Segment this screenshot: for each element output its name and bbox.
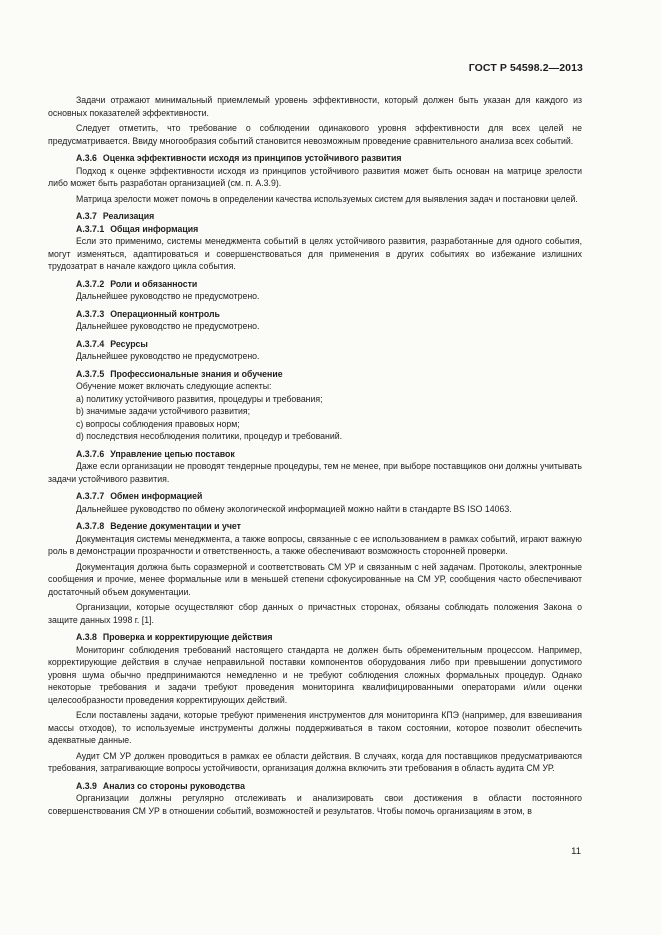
paragraph: Дальнейшее руководство не предусмотрено. xyxy=(76,321,260,331)
section-number: А.3.7 xyxy=(76,211,97,221)
section-heading xyxy=(48,278,582,291)
section-number: А.3.9 xyxy=(76,780,97,791)
section-number: А.3.8 xyxy=(76,632,97,642)
paragraph: Задачи отражают минимальный приемлемый уровень эффективности, который должен быть указан для каждого из основных показателей эффективности. xyxy=(48,95,582,118)
paragraph: Дальнейшее руководство не предусмотрено. xyxy=(76,351,260,361)
section-title: Проверка и корректирующие действия xyxy=(102,632,273,642)
section-title: Профессиональные знания и обучение xyxy=(110,368,283,379)
list-item: d) последствия несоблюдения политики, процедур и требований. xyxy=(76,431,343,441)
section-heading xyxy=(48,308,582,321)
document-body xyxy=(48,94,582,817)
section-number: А.3.7.7 xyxy=(76,491,105,501)
section-number: А.3.7.6 xyxy=(76,448,105,459)
section-heading xyxy=(48,152,582,165)
section-number: А.3.7.5 xyxy=(76,368,105,379)
section-title: Реализация xyxy=(102,211,155,221)
section-number: А.3.7.1 xyxy=(76,223,105,234)
section-title: Ресурсы xyxy=(110,338,148,349)
section-title: Общая информация xyxy=(110,223,199,234)
paragraph: Аудит СМ УР должен проводиться в рамках ее области действия. В случаях, когда для поставщиков предусматриваются требования, затрагивающие вопросы устойчивости, организация должна включить эти требования в область аудита СМ УР. xyxy=(48,750,582,773)
section-title: Ведение документации и учет xyxy=(110,521,241,531)
paragraph: Даже если организации не проводят тендерные процедуры, тем не менее, при выборе поставщиков они должны учитывать задачи устойчивого развития. xyxy=(48,461,582,484)
list-item: c) вопросы соблюдения правовых норм; xyxy=(76,418,240,429)
section-title: Роли и обязанности xyxy=(110,278,198,289)
page-number: 11 xyxy=(571,846,581,857)
section-heading xyxy=(48,631,582,644)
paragraph: Следует отметить, что требование о соблюдении одинакового уровня эффективности для всех целей не предусматривается. Ввиду многообразия событий становится невозможным проведение сравнительного анализа всех событий. xyxy=(48,123,582,146)
paragraph: Организации, которые осуществляют сбор данных о причастных сторонах, обязаны соблюдать положения Закона о защите данных 1998 г. [1]. xyxy=(48,602,582,625)
section-title: Обмен информацией xyxy=(110,491,203,501)
paragraph: Документация системы менеджмента, а также вопросы, связанные с ее использованием в рамках событий, играют важную роль в демонстрации прозрачности и ответственность, а также обеспечивают возможность сторонней проверки. xyxy=(48,533,582,556)
paragraph: Организации должны регулярно отслеживать и анализировать свои достижения в области постоянного совершенствования СМ УР в отношении событий, возможностей и результатов. Чтобы помочь организациям в этом, в xyxy=(48,793,582,816)
section-title: Операционный контроль xyxy=(110,308,220,319)
section-heading xyxy=(48,490,582,503)
section-number: А.3.7.3 xyxy=(76,308,105,319)
section-heading xyxy=(48,448,582,461)
section-title: Оценка эффективности исходя из принципов устойчивого развития xyxy=(102,153,402,163)
list-item: b) значимые задачи устойчивого развития; xyxy=(76,406,251,416)
section-heading xyxy=(48,520,582,533)
paragraph: Если поставлены задачи, которые требуют применения инструментов для мониторинга КПЭ (например, для взвешивания массы отходов), то используемые инструменты должны поддерживаться в таком состоянии, которое позволит обеспечить адекватные данные. xyxy=(48,710,582,745)
paragraph: Дальнейшее руководство по обмену экологической информацией можно найти в стандарте BS ISO 14063. xyxy=(76,503,512,514)
paragraph: Документация должна быть соразмерной и соответствовать СМ УР и связанным с ней задачам. Протоколы, электронные сообщения и прочие, менее формальные или в меньшей степени сфокусированные на СМ УР, сообщения часто обеспечивают достаточный объем документации. xyxy=(48,561,582,597)
document-header: ГОСТ Р 54598.2—2013 xyxy=(468,62,583,74)
section-heading xyxy=(48,368,582,381)
section-heading xyxy=(48,338,582,351)
section-heading xyxy=(48,210,582,223)
section-heading xyxy=(48,223,582,236)
paragraph: Дальнейшее руководство не предусмотрено. xyxy=(76,291,260,301)
paragraph: Подход к оценке эффективности исходя из принципов устойчивого развития может быть основан на матрице зрелости либо может быть разработан организацией (см. п. А.3.9). xyxy=(48,165,582,188)
section-title: Анализ со стороны руководства xyxy=(102,780,245,791)
section-number: А.3.7.4 xyxy=(76,338,105,349)
section-title: Управление цепью поставок xyxy=(110,448,235,459)
paragraph: Мониторинг соблюдения требований настоящего стандарта не должен быть обременительным процессом. Например, корректирующие действия в случае неправильной поставки компонентов оборудования либо при превышении допустимого уровня шума обычно предпринимаются немедленно и не требуют соблюдения сложных формальных процедур. Однако некоторые требования и задачи требуют проведения мониторинга квалифицированными операторами и/или оценки целесообразности проведения корректирующих действий. xyxy=(48,644,582,705)
section-number: А.3.7.2 xyxy=(76,278,105,289)
paragraph: Если это применимо, системы менеджмента событий в целях устойчивого развития, разработанные для одного события, могут изменяться, адаптироваться и совершенствоваться для применения в других событиях во избежание излишних трудозатрат в начале каждого цикла события. xyxy=(48,236,582,271)
section-heading xyxy=(48,780,582,793)
paragraph: Матрица зрелости может помочь в определении качества используемых систем для выявления задач и постановки целей. xyxy=(76,193,578,204)
section-number: А.3.7.8 xyxy=(76,521,105,531)
section-number: А.3.6 xyxy=(76,153,97,163)
paragraph: Обучение может включать следующие аспекты: xyxy=(76,381,272,391)
list-item: a) политику устойчивого развития, процедуры и требования; xyxy=(76,393,323,404)
